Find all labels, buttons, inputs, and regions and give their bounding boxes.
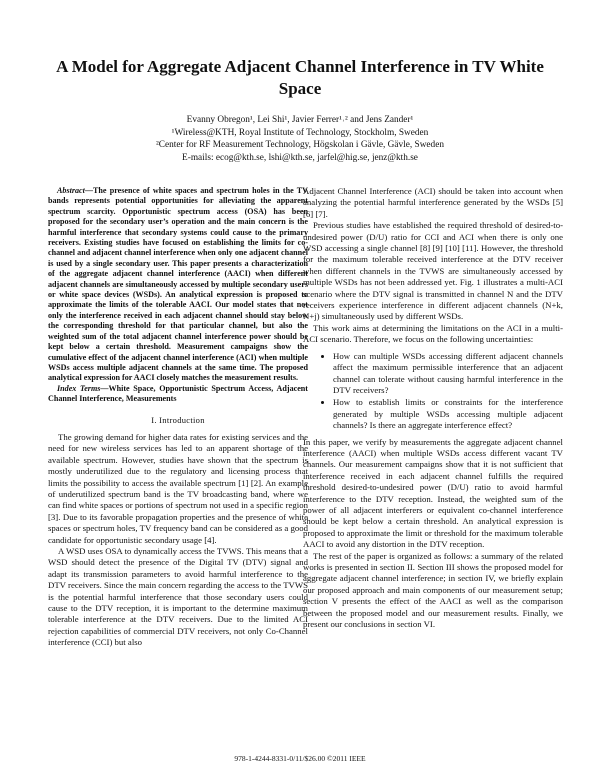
list-item: • How to establish limits or constraints for the interference generated by multiple WSDs accessing multiple adjacent channels? Is there an aggregate interference effect?	[333, 397, 563, 431]
body-paragraph: The rest of the paper is organized as follows: a summary of the related works is presented in section II. Section III shows the proposed model for aggregate adjacent channel interference; in section IV, we briefly explain our proposed approach and main components of our measurement setup; section V presents the effect of the AACI as well as the comparison between the proposed model and our measurement results. Finally, we present our conclusions in section VI.	[303, 550, 563, 630]
author-block	[40, 114, 560, 164]
abstract-text: —The presence of white spaces and spectrum holes in the TV bands represents potential opportunities for alleviating the apparent spectrum scarcity. Opportunistic spectrum access (OSA) has been proposed for the secondary user’s operation and the main concern is the harmful interference that secondary systems could cause to the primary receivers. Existing studies have focused on establishing the limits for co-channel and adjacent channel interference when only one adjacent channel is used by a single secondary user. This paper presents a characterization of the aggregate adjacent channel interference (AACI) when different adjacent channels are simultaneously accessed by multiple secondary users or white space devices (WSDs). An analytical expression is proposed to approximate the limits of the tolerable AACI. Our model states that not only the interference received in each adjacent channel should stay below the corresponding threshold for that particular channel, but also the weighted sum of the total adjacent channel interference power should be kept below a certain threshold. Measurement campaigns show the cumulative effect of the adjacent channel interference (ACI) when multiple WSDs access multiple adjacent channels at the same time. The proposed analytical expression for AACI closely matches the measurement results.	[48, 186, 308, 383]
author-emails: E-mails: ecog@kth.se, lshi@kth.se, jarfel@hig.se, jenz@kth.se	[182, 152, 418, 163]
paper-title: A Model for Aggregate Adjacent Channel Interference in TV White Space	[56, 57, 544, 98]
index-terms-label: Index Terms	[57, 383, 101, 393]
index-terms-text: —White Space, Opportunistic Spectrum Access, Adjacent Channel Interference, Measurements	[48, 383, 308, 404]
affiliation-1: ¹Wireless@KTH, Royal Institute of Technology, Stockholm, Sweden	[171, 127, 429, 138]
body-paragraph: Previous studies have established the required threshold of desired-to-undesired power (D/U) ratio for CCI and ACI when there is only one WSD accessing a single channel [8] [9] [10] [11]. However, the threshold for the maximum tolerable received interference at the DTV receiver when different channels in the TVWS are simultaneously accessed by multiple WSDs has not been addressed yet. Fig. 1 illustrates a multi-ACI scenario where the DTV signal is transmitted in channel N and the DTV receivers experience interference in different adjacent channels (N+k, N+j) simultaneously used by different WSDs.	[303, 220, 563, 322]
left-column	[48, 186, 308, 649]
copyright-footer: 978-1-4244-8331-0/11/$26.00 ©2011 IEEE	[234, 754, 366, 763]
affiliation-2: ²Center for RF Measurement Technology, Högskolan i Gävle, Gävle, Sweden	[156, 140, 444, 151]
uncertainty-list	[303, 351, 563, 432]
intro-paragraph: The growing demand for higher data rates for existing services and the need for new wireless services has led to an apparent shortage of the available spectrum. However, studies have shown that the spectrum is mostly underutilized due to the regulatory and licensing process that limits the possibility to access the available spectrum [1] [2]. An example of underutilized spectrum band is the TV broadcasting band, where we can find white spaces or portions of spectrum not used in a specific region [3]. Due to its favorable propagation properties and the presence of white spaces or spectrum holes, TV frequency band can be considered as a good candidate for opportunistic secondary usage [4].	[48, 431, 308, 545]
abstract-label: Abstract	[57, 186, 85, 195]
list-item: • How can multiple WSDs accessing different adjacent channels affect the maximum permissible interference that an adjacent channel can tolerate without causing harmful interference in the DTV receivers?	[333, 351, 563, 397]
body-paragraph: This work aims at determining the limitations on the ACI in a multi-ACI scenario. Therefore, we focus on the following uncertainties:	[303, 322, 563, 345]
index-terms	[48, 384, 308, 405]
intro-paragraph: A WSD uses OSA to dynamically access the TVWS. This means that a WSD should detect the presence of the Digital TV (DTV) signal and adapt its transmission parameters to avoid harmful interference to the DTV receivers. Since the main concern regarding the access to the TVWS is the potential harmful interference that those secondary users could cause to the DTV reception, it is important to the determine maximum tolerable interference at the DTV receivers. Due to the limited ACI rejection capabilities of commercial DTV receivers, not only Co-Channel interference (CCI) but also	[48, 546, 308, 648]
abstract	[48, 186, 308, 384]
body-paragraph: Adjacent Channel Interference (ACI) should be taken into account when analyzing the potential harmful interference generated by the WSDs [5] [6] [7].	[303, 186, 563, 219]
right-column	[303, 186, 563, 630]
body-paragraph: In this paper, we verify by measurements the aggregate adjacent channel interference (AACI) when multiple WSDs access different vacant TV channels. Our measurement campaigns show that it is not sufficient that interference received in each adjacent channel fulfills the required threshold desired-to-undesired power (D/U) ratio to avoid harmful interference to the DTV reception. Instead, the weighted sum of the power of all adjacent interferers or equivalent co-channel interference should be kept below a certain threshold. An analytical expression is proposed to approximate the limit or threshold for the maximum tolerable AACI to avoid any distortion in the DTV reception.	[303, 436, 563, 550]
author-names: Evanny Obregon¹, Lei Shi¹, Javier Ferrer¹˒² and Jens Zander¹	[186, 115, 414, 125]
section-heading-introduction: I. Introduction	[151, 414, 205, 425]
